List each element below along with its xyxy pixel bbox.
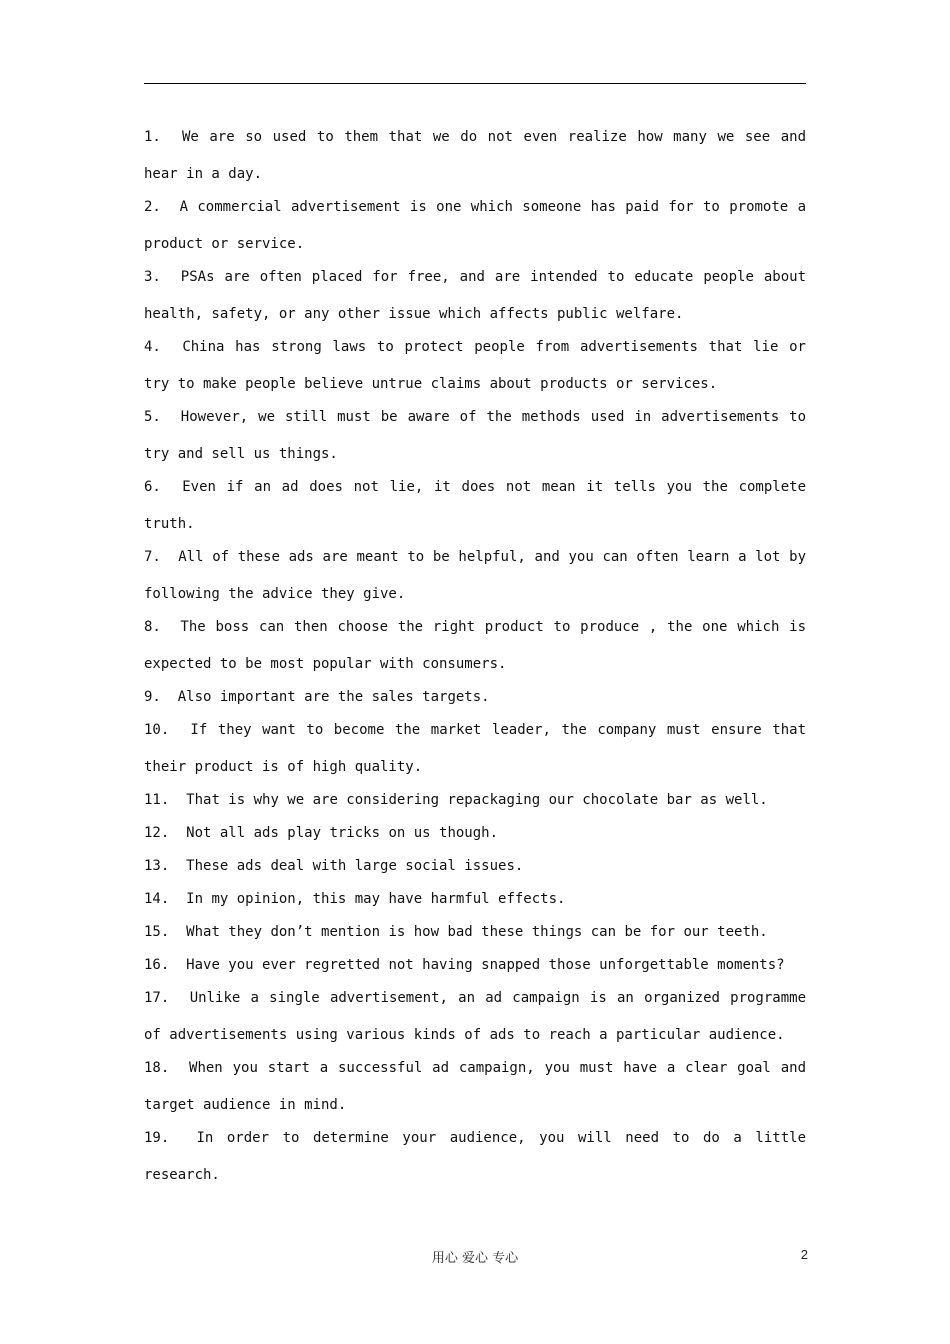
sentence-item <box>144 815 806 852</box>
sentence-number: 8. <box>144 619 161 635</box>
sentence-text: The boss can then choose the right product to produce , the one which is expected to be most popular with consumers. <box>144 619 807 672</box>
sentence-item <box>144 609 806 683</box>
sentence-list <box>144 119 806 1190</box>
sentence-text: Not all ads play tricks on us though. <box>186 825 499 841</box>
sentence-text: Even if an ad does not lie, it does not mean it tells you the complete truth. <box>144 479 806 532</box>
sentence-number: 15. <box>144 924 170 940</box>
sentence-item <box>144 712 806 786</box>
sentence-number: 9. <box>144 689 161 705</box>
sentence-text: Have you ever regretted not having snapped those unforgettable moments? <box>186 957 785 973</box>
sentence-text: In order to determine your audience, you will need to do a little research. <box>144 1130 806 1183</box>
sentence-text: All of these ads are meant to be helpful, and you can often learn a lot by following the advice they give. <box>144 549 807 602</box>
sentence-item <box>144 329 806 403</box>
sentence-item <box>144 947 806 984</box>
sentence-item <box>144 119 806 193</box>
sentence-text: When you start a successful ad campaign, you must have a clear goal and target audience in mind. <box>144 1060 806 1113</box>
sentence-number: 5. <box>144 409 161 425</box>
sentence-text: In my opinion, this may have harmful effects. <box>186 891 566 907</box>
sentence-text: We are so used to them that we do not even realize how many we see and hear in a day. <box>144 129 806 182</box>
sentence-item <box>144 848 806 885</box>
sentence-number: 11. <box>144 792 170 808</box>
sentence-item <box>144 189 806 263</box>
sentence-text: Unlike a single advertisement, an ad campaign is an organized programme of advertisements using various kinds of ads to reach a particular audience. <box>144 990 806 1043</box>
sentence-number: 18. <box>144 1060 170 1076</box>
sentence-number: 2. <box>144 199 161 215</box>
sentence-text: PSAs are often placed for free, and are intended to educate people about health, safety, or any other issue which affects public welfare. <box>144 269 806 322</box>
sentence-number: 13. <box>144 858 170 874</box>
sentence-number: 4. <box>144 339 161 355</box>
sentence-text: That is why we are considering repackaging our chocolate bar as well. <box>186 792 768 808</box>
sentence-item <box>144 1120 806 1194</box>
sentence-number: 1. <box>144 129 161 145</box>
page-number: 2 <box>800 1247 808 1262</box>
sentence-item <box>144 469 806 543</box>
sentence-number: 14. <box>144 891 170 907</box>
sentence-number: 3. <box>144 269 161 285</box>
sentence-item <box>144 539 806 613</box>
sentence-text: However, we still must be aware of the methods used in advertisements to try and sell us things. <box>144 409 806 462</box>
sentence-text: What they don’t mention is how bad these things can be for our teeth. <box>186 924 768 940</box>
sentence-item <box>144 1050 806 1124</box>
sentence-text: A commercial advertisement is one which someone has paid for to promote a product or service. <box>144 199 807 252</box>
sentence-text: China has strong laws to protect people from advertisements that lie or try to make people believe untrue claims about products or services. <box>144 339 806 392</box>
sentence-number: 16. <box>144 957 170 973</box>
sentence-number: 19. <box>144 1130 170 1146</box>
sentence-text: If they want to become the market leader, the company must ensure that their product is of high quality. <box>144 722 806 775</box>
sentence-item <box>144 980 806 1054</box>
sentence-item <box>144 679 806 716</box>
sentence-number: 17. <box>144 990 170 1006</box>
sentence-text: These ads deal with large social issues. <box>186 858 524 874</box>
header-rule <box>144 83 806 84</box>
sentence-number: 12. <box>144 825 170 841</box>
sentence-item <box>144 259 806 333</box>
sentence-item <box>144 881 806 918</box>
sentence-item <box>144 782 806 819</box>
sentence-number: 7. <box>144 549 161 565</box>
sentence-number: 10. <box>144 722 170 738</box>
sentence-item <box>144 914 806 951</box>
sentence-item <box>144 399 806 473</box>
sentence-text: Also important are the sales targets. <box>177 689 490 705</box>
sentence-number: 6. <box>144 479 161 495</box>
footer-motto: 用心 爱心 专心 <box>431 1251 519 1266</box>
